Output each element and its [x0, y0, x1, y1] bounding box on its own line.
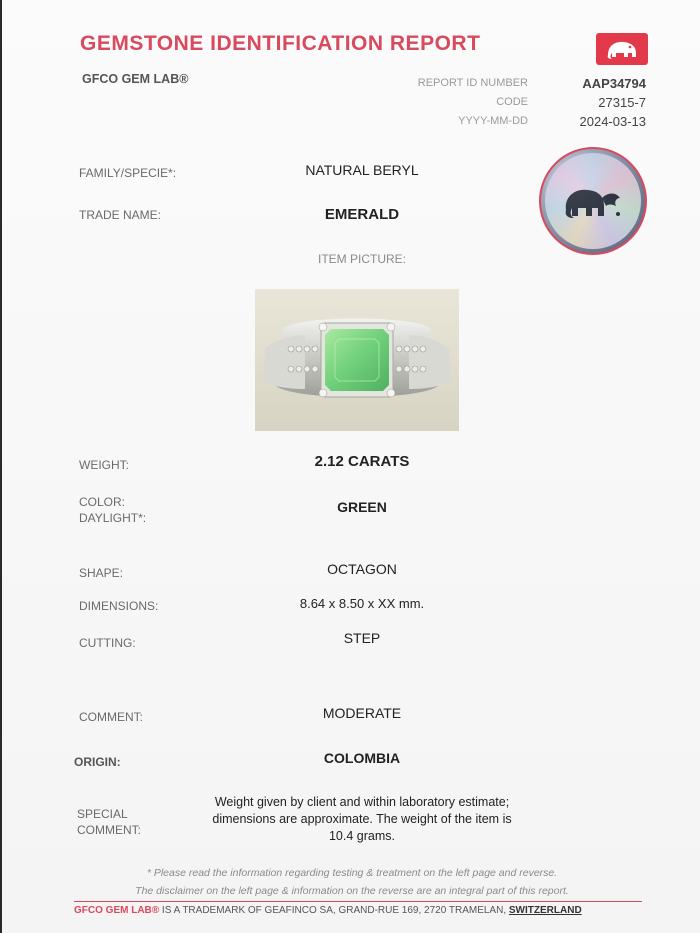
footer-country: SWITZERLAND	[508, 905, 582, 916]
special-comment-line-3: 10.4 grams.	[328, 829, 395, 843]
comment-value: MODERATE	[322, 705, 402, 721]
item-picture-label: ITEM PICTURE:	[317, 252, 406, 266]
shape-value: OCTAGON	[327, 561, 397, 577]
cutting-value: STEP	[343, 630, 381, 646]
code-value: 27315-7	[598, 95, 646, 110]
footnote-line-2: The disclaimer on the left page & information on the reverse are an integral part of this report.	[135, 885, 569, 897]
report-number-value: AAP34794	[582, 76, 646, 91]
weight-label: WEIGHT:	[79, 458, 129, 472]
date-value: 2024-03-13	[579, 114, 646, 129]
origin-label: ORIGIN:	[74, 755, 121, 769]
code-label: CODE	[496, 96, 528, 108]
footer-text: IS A TRADEMARK OF GEAFINCO SA, GRAND-RUE 169, 2720 TRAMELAN,	[159, 905, 509, 916]
lab-name: GFCO GEM LAB®	[82, 72, 189, 86]
footnote-line-1: * Please read the information regarding testing & treatment on the left page and reverse.	[146, 867, 558, 879]
comment-label: COMMENT:	[79, 710, 143, 724]
cutting-label: CUTTING:	[79, 636, 136, 650]
report-title: GEMSTONE IDENTIFICATION REPORT	[80, 32, 481, 55]
family-label: FAMILY/SPECIE*:	[79, 166, 177, 180]
dimensions-value: 8.64 x 8.50 x XX mm.	[299, 596, 425, 611]
color-label-line-1: COLOR:	[79, 495, 126, 509]
special-label-line-2: COMMENT:	[77, 823, 141, 837]
footer-divider	[74, 901, 642, 902]
special-comment-line-2: dimensions are approximate. The weight of the item is	[212, 812, 512, 826]
family-value: NATURAL BERYL	[305, 162, 419, 178]
trade-name-label: TRADE NAME:	[79, 208, 162, 222]
report-number-label: REPORT ID NUMBER	[417, 77, 528, 89]
shape-label: SHAPE:	[79, 566, 124, 580]
emerald-ring-image	[255, 289, 459, 431]
elephant-logo-icon	[596, 33, 648, 65]
trade-name-value: EMERALD	[324, 206, 400, 223]
footer-brand: GFCO GEM LAB®	[74, 905, 160, 916]
special-comment-line-1: Weight given by client and within laboratory estimate;	[214, 795, 510, 809]
dimensions-label: DIMENSIONS:	[79, 599, 159, 613]
origin-value: COLOMBIA	[323, 750, 401, 766]
color-label	[79, 494, 146, 526]
special-comment-label	[77, 806, 141, 838]
weight-value: 2.12 CARATS	[314, 453, 410, 470]
date-label: YYYY-MM-DD	[458, 115, 528, 127]
special-comment-value	[162, 794, 562, 845]
footer-trademark	[74, 905, 644, 916]
item-picture	[255, 289, 459, 431]
color-value: GREEN	[337, 499, 387, 515]
color-label-line-2: DAYLIGHT*:	[79, 511, 147, 525]
special-label-line-1: SPECIAL	[77, 807, 128, 821]
